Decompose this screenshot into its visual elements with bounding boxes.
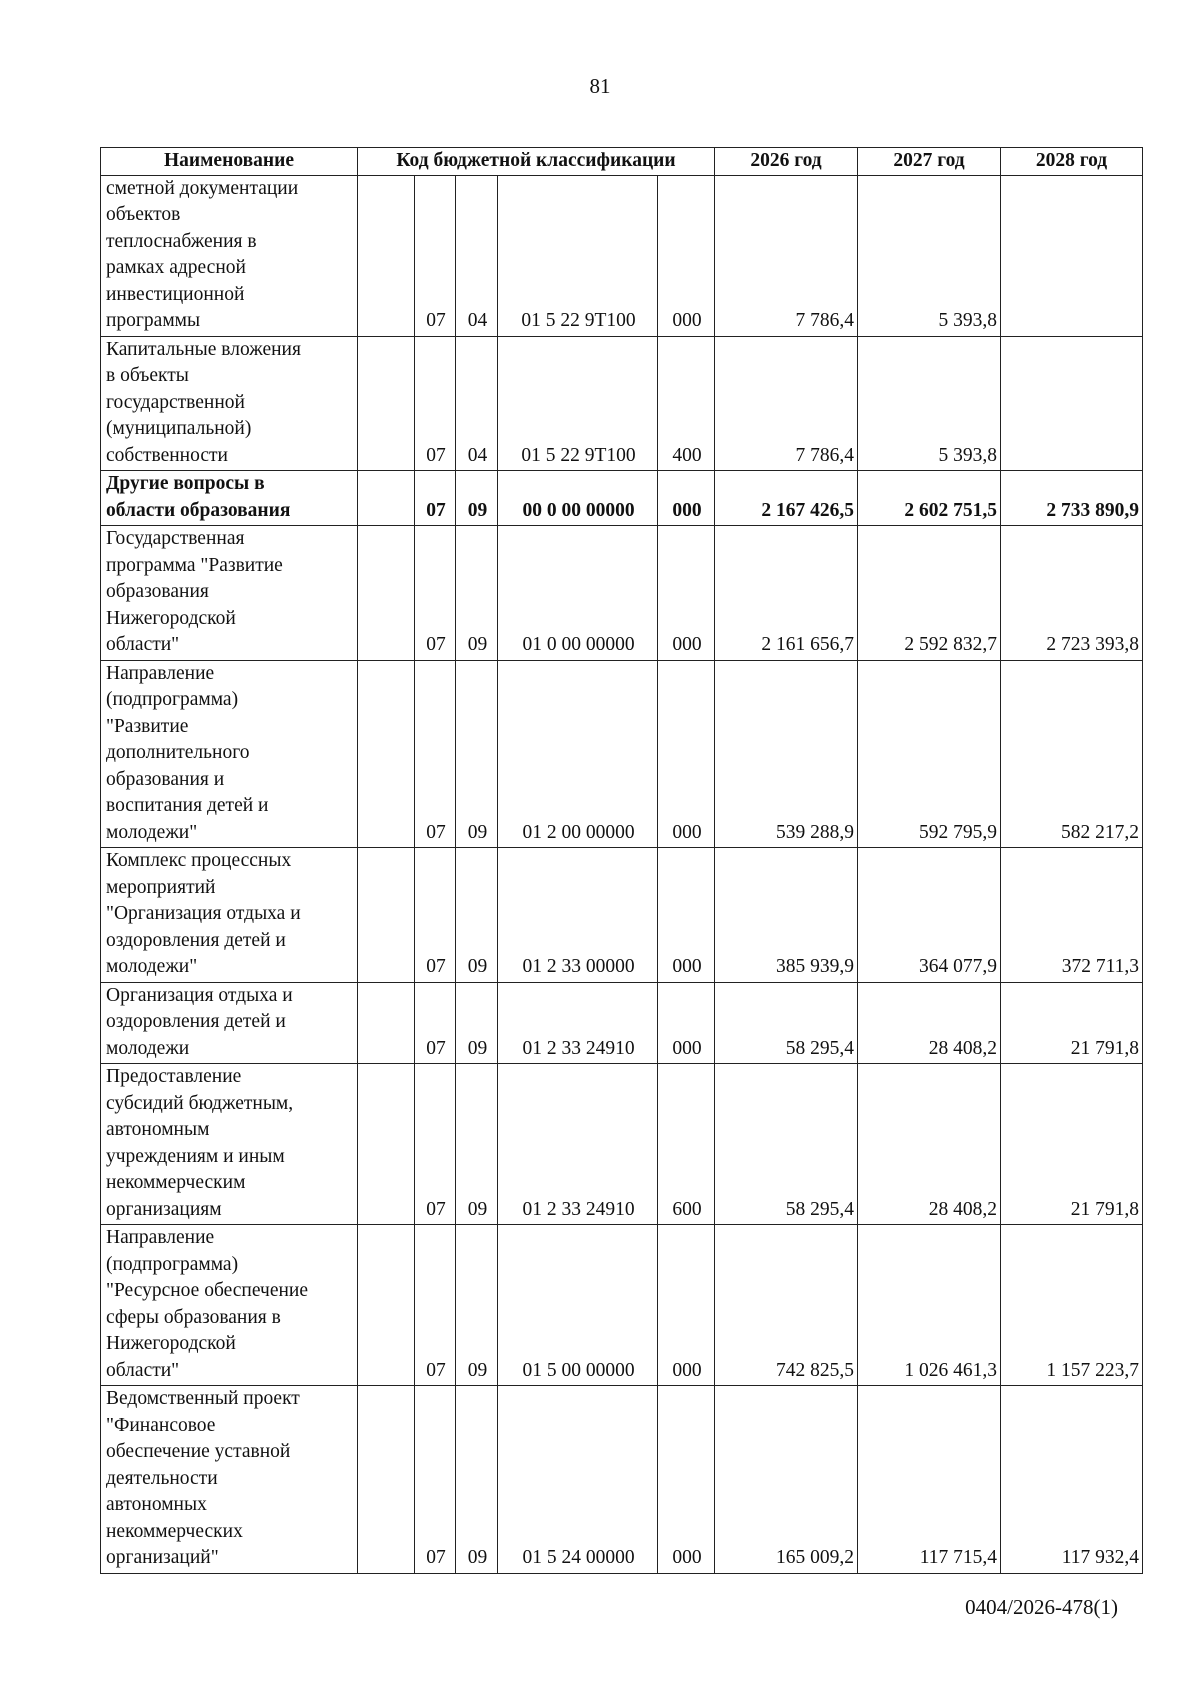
cell-2026: 58 295,4 (715, 982, 858, 1064)
cell-name: Государственная программа "Развитие образования Нижегородской области" (101, 526, 358, 661)
cell-2028: 582 217,2 (1001, 660, 1143, 848)
cell-expense-type: 000 (658, 1225, 715, 1386)
cell-section: 07 (415, 1225, 456, 1386)
cell-target-article: 01 2 33 00000 (498, 848, 658, 983)
cell-subsection: 09 (456, 471, 498, 526)
cell-2026: 7 786,4 (715, 336, 858, 471)
cell-2027: 592 795,9 (858, 660, 1001, 848)
cell-2026: 742 825,5 (715, 1225, 858, 1386)
cell-blank (358, 1225, 415, 1386)
table-row (101, 1064, 1143, 1225)
cell-2028: 2 733 890,9 (1001, 471, 1143, 526)
cell-target-article: 01 5 22 9Т100 (498, 175, 658, 336)
cell-blank (358, 175, 415, 336)
cell-2027: 2 602 751,5 (858, 471, 1001, 526)
cell-2028: 21 791,8 (1001, 1064, 1143, 1225)
cell-name: Предоставление субсидий бюджетным, автономным учреждениям и иным некоммерческим организациям (101, 1064, 358, 1225)
header-name: Наименование (101, 148, 358, 176)
cell-2026: 539 288,9 (715, 660, 858, 848)
cell-section: 07 (415, 471, 456, 526)
cell-blank (358, 471, 415, 526)
cell-target-article: 01 5 24 00000 (498, 1386, 658, 1574)
cell-2026: 2 161 656,7 (715, 526, 858, 661)
budget-table (100, 147, 1143, 1574)
cell-2028: 372 711,3 (1001, 848, 1143, 983)
cell-subsection: 09 (456, 1225, 498, 1386)
cell-2026: 7 786,4 (715, 175, 858, 336)
cell-target-article: 00 0 00 00000 (498, 471, 658, 526)
cell-name: Направление (подпрограмма) "Развитие дополнительного образования и воспитания детей и молодежи" (101, 660, 358, 848)
cell-blank (358, 1386, 415, 1574)
cell-section: 07 (415, 175, 456, 336)
cell-name: сметной документации объектов теплоснабжения в рамках адресной инвестиционной программы (101, 175, 358, 336)
cell-2028: 117 932,4 (1001, 1386, 1143, 1574)
document-code: 0404/2026-478(1) (965, 1595, 1118, 1619)
cell-target-article: 01 5 00 00000 (498, 1225, 658, 1386)
cell-subsection: 09 (456, 982, 498, 1064)
cell-2027: 364 077,9 (858, 848, 1001, 983)
cell-target-article: 01 0 00 00000 (498, 526, 658, 661)
table-row (101, 1386, 1143, 1574)
cell-target-article: 01 2 33 24910 (498, 1064, 658, 1225)
cell-subsection: 04 (456, 175, 498, 336)
cell-name: Другие вопросы в области образования (101, 471, 358, 526)
cell-section: 07 (415, 336, 456, 471)
cell-target-article: 01 2 33 24910 (498, 982, 658, 1064)
cell-expense-type: 000 (658, 848, 715, 983)
cell-2028: 1 157 223,7 (1001, 1225, 1143, 1386)
cell-section: 07 (415, 1386, 456, 1574)
cell-2027: 28 408,2 (858, 982, 1001, 1064)
cell-2026: 165 009,2 (715, 1386, 858, 1574)
cell-target-article: 01 2 00 00000 (498, 660, 658, 848)
cell-2028: 21 791,8 (1001, 982, 1143, 1064)
table-row (101, 175, 1143, 336)
table-row (101, 982, 1143, 1064)
cell-section: 07 (415, 982, 456, 1064)
cell-subsection: 09 (456, 848, 498, 983)
table-row (101, 526, 1143, 661)
cell-section: 07 (415, 660, 456, 848)
cell-2028: 2 723 393,8 (1001, 526, 1143, 661)
cell-section: 07 (415, 848, 456, 983)
cell-2027: 117 715,4 (858, 1386, 1001, 1574)
cell-2028 (1001, 336, 1143, 471)
cell-expense-type: 000 (658, 175, 715, 336)
table-row (101, 1225, 1143, 1386)
cell-name: Направление (подпрограмма) "Ресурсное обеспечение сферы образования в Нижегородской области" (101, 1225, 358, 1386)
header-2028: 2028 год (1001, 148, 1143, 176)
cell-section: 07 (415, 526, 456, 661)
cell-blank (358, 1064, 415, 1225)
table-row (101, 660, 1143, 848)
cell-expense-type: 400 (658, 336, 715, 471)
cell-expense-type: 000 (658, 1386, 715, 1574)
cell-name: Ведомственный проект "Финансовое обеспечение уставной деятельности автономных некоммерческих организаций" (101, 1386, 358, 1574)
cell-2027: 28 408,2 (858, 1064, 1001, 1225)
cell-subsection: 09 (456, 1386, 498, 1574)
cell-2027: 1 026 461,3 (858, 1225, 1001, 1386)
cell-blank (358, 336, 415, 471)
cell-subsection: 09 (456, 1064, 498, 1225)
cell-subsection: 09 (456, 660, 498, 848)
cell-expense-type: 000 (658, 660, 715, 848)
cell-blank (358, 660, 415, 848)
cell-2027: 5 393,8 (858, 175, 1001, 336)
cell-name: Организация отдыха и оздоровления детей и молодежи (101, 982, 358, 1064)
cell-subsection: 09 (456, 526, 498, 661)
header-2026: 2026 год (715, 148, 858, 176)
cell-expense-type: 000 (658, 471, 715, 526)
page-number: 81 (589, 74, 611, 98)
header-2027: 2027 год (858, 148, 1001, 176)
cell-expense-type: 000 (658, 982, 715, 1064)
table-row (101, 336, 1143, 471)
cell-name: Капитальные вложения в объекты государственной (муниципальной) собственности (101, 336, 358, 471)
cell-blank (358, 848, 415, 983)
header-row (101, 148, 1143, 176)
cell-section: 07 (415, 1064, 456, 1225)
cell-target-article: 01 5 22 9Т100 (498, 336, 658, 471)
cell-2028 (1001, 175, 1143, 336)
cell-2027: 2 592 832,7 (858, 526, 1001, 661)
cell-blank (358, 526, 415, 661)
cell-blank (358, 982, 415, 1064)
cell-2026: 58 295,4 (715, 1064, 858, 1225)
cell-expense-type: 600 (658, 1064, 715, 1225)
table-row (101, 471, 1143, 526)
cell-2027: 5 393,8 (858, 336, 1001, 471)
table-row (101, 848, 1143, 983)
cell-expense-type: 000 (658, 526, 715, 661)
cell-2026: 2 167 426,5 (715, 471, 858, 526)
header-code: Код бюджетной классификации (358, 148, 715, 176)
cell-name: Комплекс процессных мероприятий "Организация отдыха и оздоровления детей и молодежи" (101, 848, 358, 983)
cell-subsection: 04 (456, 336, 498, 471)
cell-2026: 385 939,9 (715, 848, 858, 983)
